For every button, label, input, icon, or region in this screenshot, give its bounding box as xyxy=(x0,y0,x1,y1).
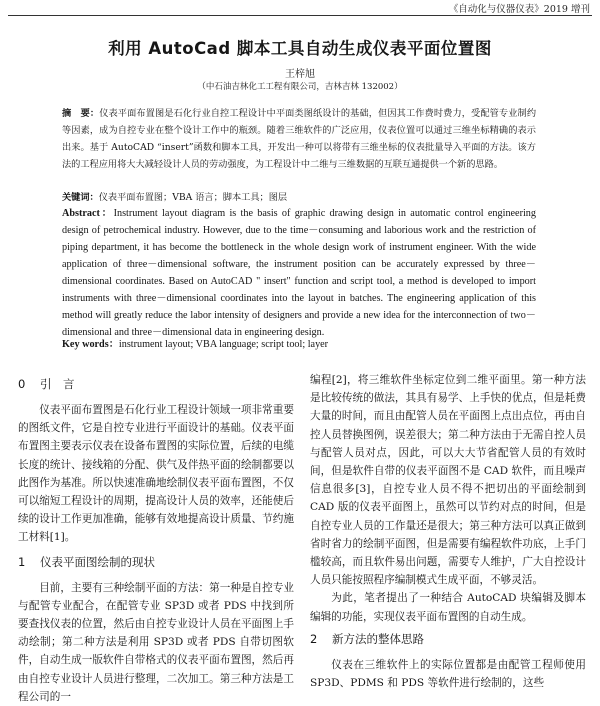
abstract-en-label: Abstract： xyxy=(62,208,114,219)
header-rule xyxy=(8,15,592,16)
abstract-zh-text: 仪表平面布置图是石化行业自控工程设计中平面类图纸设计的基础，但因其工作费时费力，受配管专业制约等因素，成为自控专业在整个设计工作中的瓶颈。随着三维软件的广泛应用，仪表位置可以通过三维坐标精确的表示出来。基于 AutoCAD “insert”函数和脚本工具，开发出一种可以将带有三维坐标的仪表批量导入平面的方法。该方法的工程应用将大大减轻设计人员的劳动强度，为工程设计中二维与三维数据的互联互通提供一个新的思路。 xyxy=(62,108,537,170)
journal-header: 《自动化与仪器仪表》2019 增刊 xyxy=(448,4,590,15)
section-title: 仪表平面图绘制的现状 xyxy=(40,554,155,569)
right-column xyxy=(310,371,586,690)
left-column xyxy=(18,371,294,703)
author: 王梓旭 xyxy=(285,69,315,80)
keywords-en-text: instrument layout; VBA language; script tool; layer xyxy=(118,339,329,350)
section-title: 新方法的整体思路 xyxy=(332,631,424,646)
section-number: 0 xyxy=(18,377,26,391)
section-heading-status xyxy=(18,553,294,571)
section-heading-approach xyxy=(310,630,586,648)
paragraph-proposal: 为此，笔者提出了一种结合 AutoCAD 块编辑及脚本编辑的功能，实现仪表平面布置图的自动生成。 xyxy=(310,592,586,623)
paragraph-continued: 编程[2]，将三维软件坐标定位到二维平面里。第一种方法是比较传统的做法，其具有易学、上手快的优点，但是耗费大量的时间，而且由配管人员在平面图上点出点位，再由自控人员替换图例，误差很大；第二种方法由于无需自控人员与配管人员对点，因此，可以大大节省配管人员的有效时间，但是软件自带的仪表平面图不是 CAD 软件，而且噪声信息很多[3]，自控专业人员不得不把切出的平面绘制到 CAD 版的仪表平面图上，虽然可以节约对点的时间，但是自控专业人员的工作量还是很大；第三种方法可以真正做到省时省力的绘制平面图，但是需要有编程软件功底，上手门槛较高，而且软件易出问题，需要专人维护，广大自控设计人员只能按照程序编制模式生成平面，不够灵活。 xyxy=(310,374,586,587)
paper-title: 利用 AutoCad 脚本工具自动生成仪表平面位置图 xyxy=(108,39,492,58)
keywords-zh-text: 仪表平面布置图；VBA 语言；脚本工具；图层 xyxy=(98,192,288,203)
section-number: 2 xyxy=(310,631,318,646)
abstract-en xyxy=(62,205,536,339)
section-heading-intro xyxy=(18,375,294,393)
paragraph-intro: 仪表平面布置图是石化行业工程设计领域一项非常重要的图纸文件，它是自控专业进行平面设计的基础。仪表平面布置图主要表示仪表在设备布置图的实际位置，后续的电缆长度的统计、接线箱的分配、供气及伴热平面的绘制都要以此图作为基准。所以快速准确地绘制仪表平面布置图，不仅可以缩短工程设计的周期，提高设计人员的效率，还能使后续的设计工作更加准确，能够有效地提高设计质量、节约施工材料[1]。 xyxy=(18,404,294,544)
abstract-zh-label: 摘 要： xyxy=(62,108,100,119)
paragraph-status: 目前，主要有三种绘制平面的方法：第一种是自控专业与配管专业配合，在配管专业 SP3D 或者 PDS 中找到所要查找仪表的位置，然后由自控专业设计人员在平面图上手动绘制；第二种方法是利用 SP3D 或者 PDS 自带切图软件，自动生成一版软件自带格式的仪表平面布置图，然后再由自控专业设计人员进行整理，二次加工。第三种方法是工程公司的一 xyxy=(18,581,294,703)
abstract-zh xyxy=(62,105,536,185)
keywords-en xyxy=(62,336,536,353)
keywords-en-label: Key words： xyxy=(62,339,119,350)
section-number: 1 xyxy=(18,554,26,569)
abstract-en-text: Instrument layout diagram is the basis of graphic drawing design in automatic control engineering design of petrochemical industry. However, due to the time－consuming and laborious work and the restriction of piping department, it has become the bottleneck in the whole design work of instrument engineer. With the wide application of three－dimensional software, the instrument position can be accurately expressed by three－dimensional coordinates. Based on AutoCAD " insert" function and script tool, a method is developed to import instruments with three－dimensional coordinates into the layout in batches. The engineering application of this method will greatly reduce the labor intensity of designers and provide a new idea for the interconnection of two－dimensional and three－dimensional data in engineering design. xyxy=(62,208,536,338)
section-title: 引 言 xyxy=(40,377,75,391)
keywords-zh xyxy=(62,189,536,206)
paragraph-approach: 仪表在三维软件上的实际位置都是由配管工程师使用 SP3D、PDMS 和 PDS 等软件进行绘制的，这些 xyxy=(310,658,586,690)
keywords-zh-label: 关键词： xyxy=(62,192,99,203)
affiliation: （中石油吉林化工工程有限公司，吉林吉林 132002） xyxy=(197,82,403,92)
